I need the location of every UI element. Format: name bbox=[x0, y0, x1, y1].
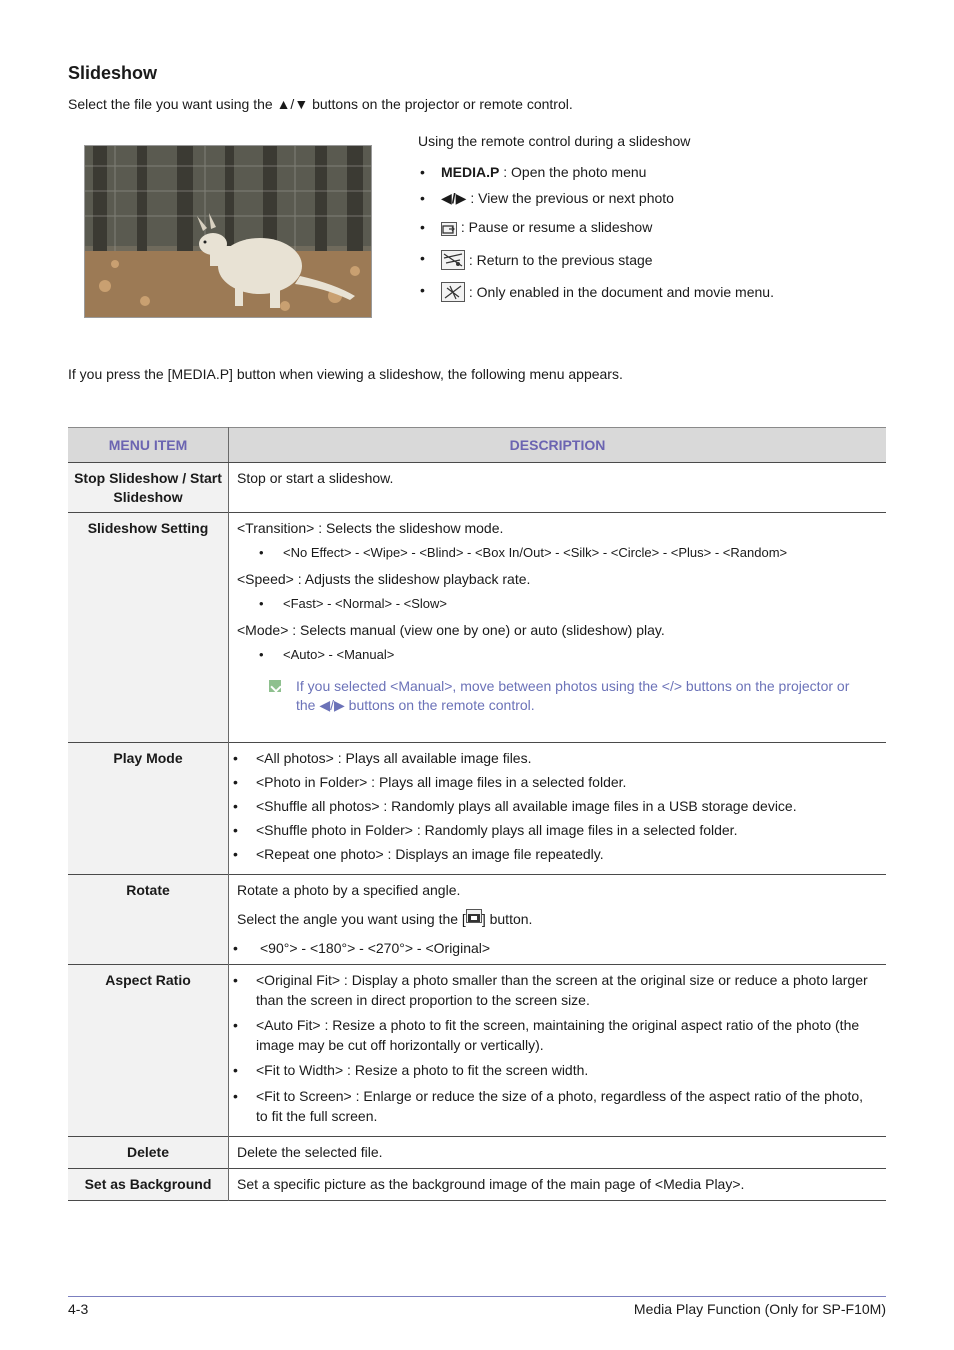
exit-icon bbox=[441, 282, 465, 302]
note-icon bbox=[269, 680, 281, 692]
transition-options: • <No Effect> - <Wipe> - <Blind> - <Box In/Out> - <Silk> - <Circle> - <Plus> - <Random> bbox=[237, 543, 878, 563]
rotate-line-2b: ] button. bbox=[481, 911, 533, 927]
slideshow-menu-table bbox=[68, 427, 886, 1201]
menu-item-description bbox=[229, 513, 887, 743]
table-row bbox=[68, 1137, 886, 1169]
table-row bbox=[68, 875, 886, 965]
list-item: • <Shuffle photo in Folder> : Randomly plays all image files in a selected folder. bbox=[237, 820, 878, 840]
page-title: Slideshow bbox=[68, 63, 158, 83]
note-line-2: the ◀/▶ buttons on the remote control. bbox=[296, 697, 535, 713]
menu-item-description: Delete the selected file. bbox=[237, 1144, 383, 1160]
menu-item-name: Rotate bbox=[68, 875, 229, 965]
menu-item-name: Slideshow Setting bbox=[68, 513, 229, 743]
page-number: 4-3 bbox=[68, 1301, 89, 1317]
mode-text: <Mode> : Selects manual (view one by one) or auto (slideshow) play. bbox=[237, 622, 665, 638]
remote-item-text: : Return to the previous stage bbox=[465, 252, 653, 268]
list-item: • <Fit to Width> : Resize a photo to fit the screen width. bbox=[237, 1060, 878, 1080]
list-item: • <All photos> : Plays all available image files. bbox=[237, 748, 878, 768]
list-item: • <Shuffle all photos> : Randomly plays all available image files in a USB storage device. bbox=[237, 796, 878, 816]
manual-note bbox=[237, 677, 878, 715]
remote-item-text: : Only enabled in the document and movie menu. bbox=[465, 284, 774, 300]
kangaroo-photo bbox=[84, 145, 372, 318]
menu-item-description: Stop or start a slideshow. bbox=[237, 470, 394, 486]
remote-item-text: : Pause or resume a slideshow bbox=[457, 219, 653, 235]
rotate-line-2 bbox=[237, 909, 878, 929]
menu-item-name: Stop Slideshow / Start Slideshow bbox=[68, 463, 229, 513]
menu-item-description bbox=[229, 743, 887, 875]
table-row bbox=[68, 1169, 886, 1201]
menu-intro-text: If you press the [MEDIA.P] button when viewing a slideshow, the following menu appears. bbox=[68, 366, 623, 382]
menu-item-name: Play Mode bbox=[68, 743, 229, 875]
menu-item-name: Delete bbox=[68, 1137, 229, 1169]
header-menu-item: MENU ITEM bbox=[68, 428, 229, 463]
table-row bbox=[68, 513, 886, 743]
speed-options: • <Fast> - <Normal> - <Slow> bbox=[237, 594, 878, 614]
header-description: DESCRIPTION bbox=[229, 428, 887, 463]
list-item: • <Fit to Screen> : Enlarge or reduce the size of a photo, regardless of the aspect ratio of the photo, to fit the full screen. bbox=[237, 1086, 878, 1126]
remote-heading: Using the remote control during a slideshow bbox=[418, 133, 691, 149]
table-row bbox=[68, 743, 886, 875]
footer-divider bbox=[68, 1296, 886, 1297]
menu-item-description: Set a specific picture as the background image of the main page of <Media Play>. bbox=[237, 1176, 745, 1192]
rotate-line-1: Rotate a photo by a specified angle. bbox=[237, 882, 461, 898]
remote-item-text: : View the previous or next photo bbox=[466, 190, 674, 206]
speed-text: <Speed> : Adjusts the slideshow playback rate. bbox=[237, 571, 531, 587]
display-icon bbox=[466, 909, 482, 923]
menu-item-description bbox=[229, 875, 887, 965]
remote-item-text: : Open the photo menu bbox=[499, 164, 647, 180]
mode-options: • <Auto> - <Manual> bbox=[237, 645, 878, 665]
table-row bbox=[68, 965, 886, 1137]
list-item: • <Original Fit> : Display a photo smaller than the screen at the original size or reduce a photo larger than the screen in direct proportion to the screen size. bbox=[237, 970, 878, 1010]
menu-item-name: Aspect Ratio bbox=[68, 965, 229, 1137]
list-item: • <Photo in Folder> : Plays all image files in a selected folder. bbox=[237, 772, 878, 792]
note-line-1: If you selected <Manual>, move between photos using the </> buttons on the projector or bbox=[296, 678, 850, 694]
return-icon bbox=[441, 250, 465, 270]
rotate-options-text: <90°> - <180°> - <270°> - <Original> bbox=[260, 940, 491, 956]
menu-item-description bbox=[229, 965, 887, 1137]
footer-section-title: Media Play Function (Only for SP-F10M) bbox=[633, 1301, 886, 1317]
enter-icon bbox=[441, 222, 457, 236]
list-item: • <Auto Fit> : Resize a photo to fit the screen, maintaining the original aspect ratio of the photo (the image may be cut off horizontally or vertically). bbox=[237, 1015, 878, 1055]
table-row bbox=[68, 463, 886, 513]
intro-text: Select the file you want using the ▲/▼ buttons on the projector or remote control. bbox=[68, 96, 573, 112]
transition-text: <Transition> : Selects the slideshow mode. bbox=[237, 520, 504, 536]
list-item: • <Repeat one photo> : Displays an image file repeatedly. bbox=[237, 844, 878, 864]
rotate-line-2a: Select the angle you want using the [ bbox=[237, 911, 466, 927]
menu-item-name: Set as Background bbox=[68, 1169, 229, 1201]
media-p-label: MEDIA.P bbox=[441, 164, 500, 180]
left-right-arrows-icon: ◀/▶ bbox=[441, 190, 467, 206]
rotate-options: • <90°> - <180°> - <270°> - <Original> bbox=[233, 940, 491, 956]
